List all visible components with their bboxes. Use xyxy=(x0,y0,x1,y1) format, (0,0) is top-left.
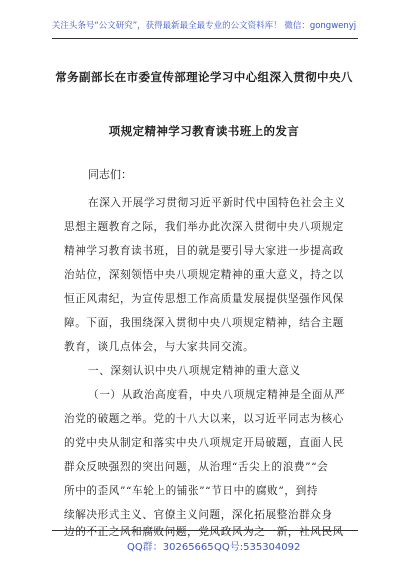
body-line: 治站位，深刻领悟中央八项规定精神的重大意义，持之以 xyxy=(64,269,344,281)
footer-divider xyxy=(52,530,358,531)
body-line: 续解决形式主义、官僚主义问题，深化拓展整治群众身 xyxy=(64,509,333,521)
body-line: （一）从政治高度看，中央八项规定精神是全面从严 xyxy=(88,389,346,401)
footer-qq-group: QQ群：30265665 xyxy=(127,542,214,553)
document-title-line-2: 项规定精神学习教育读书班上的发言 xyxy=(108,124,300,138)
footer-qq-number: QQ号:535304092 xyxy=(214,542,301,553)
section-heading: 一、深刻认识中央八项规定精神的重大意义 xyxy=(88,365,301,377)
body-line: 教育，谈几点体会，与大家共同交流。 xyxy=(64,341,255,353)
body-line: 在深入开展学习贯彻习近平新时代中国特色社会主义 xyxy=(88,197,346,209)
body-line: 恒正风肃纪，为宣传思想工作高质量发展提供坚强作风保 xyxy=(64,293,344,305)
body-line: 群众反映强烈的突出问题，从治理“舌尖上的浪费”“会 xyxy=(64,461,329,473)
body-line: 的党中央从制定和落实中央八项规定开局破题，直面人民 xyxy=(64,437,344,449)
header-divider xyxy=(52,38,358,39)
header-banner: 关注头条号“公文研究”，获得最新最全最专业的公文资料库！ 微信：gongwenyj xyxy=(51,21,357,31)
body-line: 障。下面，我围绕深入贯彻中央八项规定精神，结合主题 xyxy=(64,317,344,329)
body-line: 精神学习教育读书班，目的就是要引导大家进一步提高政 xyxy=(64,245,344,257)
body-line: 思想主题教育之际，我们举办此次深入贯彻中央八项规定 xyxy=(64,221,344,233)
salutation: 同志们： xyxy=(88,168,132,181)
body-line: 边的不正之风和腐败问题，党风政风为之一新，社风民风 xyxy=(64,526,344,538)
body-line: 治党的破题之举。党的十八大以来，以习近平同志为核心 xyxy=(64,413,344,425)
document-title-line-1: 常务副部长在市委宣传部理论学习中心组深入贯彻中央八 xyxy=(55,70,353,84)
body-line: 所中的歪风”“车轮上的铺张”“节日中的腐败”，到持 xyxy=(64,485,318,497)
